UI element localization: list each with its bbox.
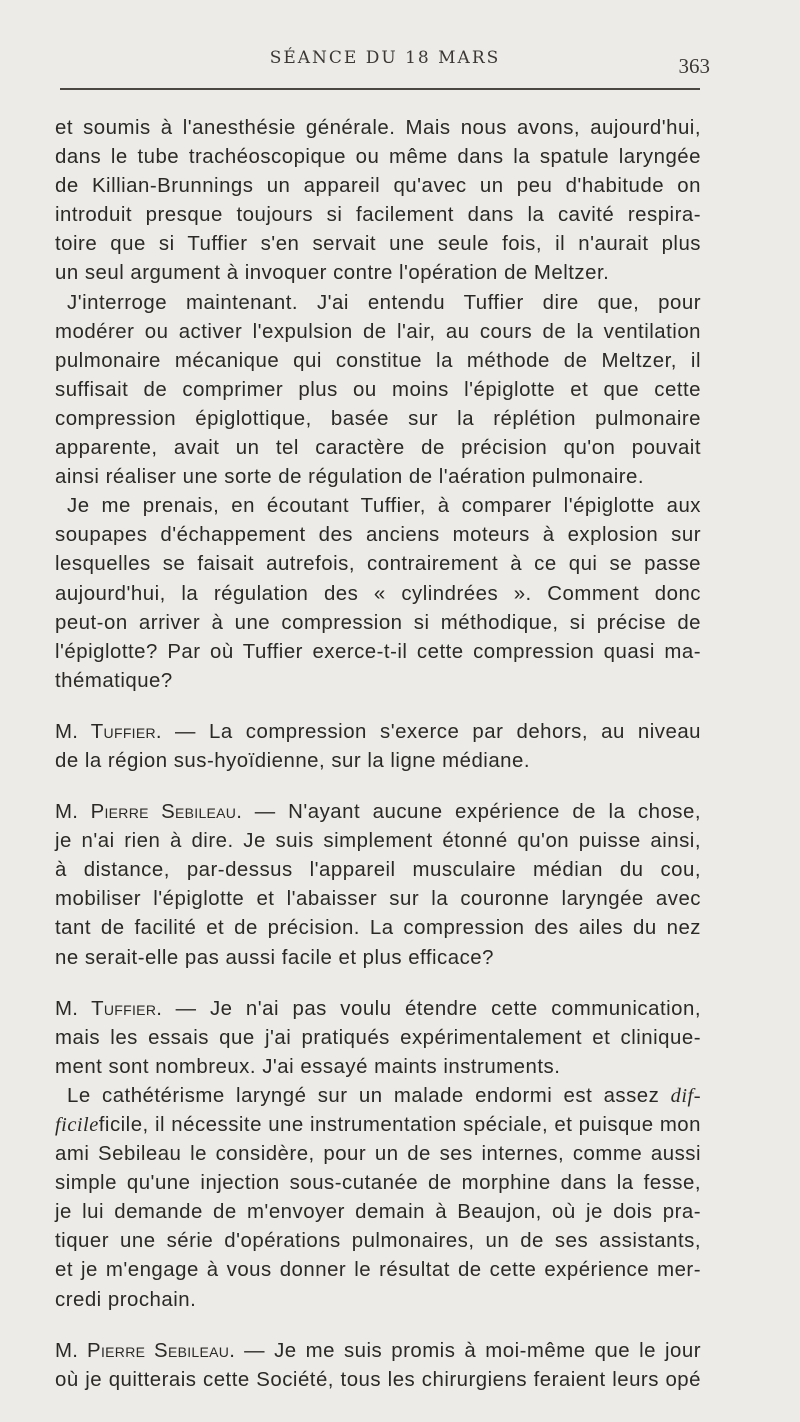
text-line: ne serait-elle pas aussi facile et plus efficace? — [55, 946, 494, 969]
text-line: de Killian-Brunnings un appareil qu'avec un peu d'habitude on — [55, 175, 701, 198]
speaker-name: M. Tuffier. — [55, 997, 163, 1020]
text-line: ainsi réaliser une sorte de régulation de l'aération pulmonaire. — [55, 466, 645, 489]
text-line: où je quitterais cette Société, tous les chirurgiens feraient leurs opé — [55, 1368, 701, 1391]
paragraph-7 — [55, 1082, 701, 1315]
text-line: à distance, par-dessus l'appareil musculaire médian du cou, — [55, 859, 701, 882]
text-line: tant de facilité et de précision. La compression des ailes du nez — [55, 917, 701, 940]
text-line: suffisait de comprimer plus ou moins l'épiglotte et que cette — [55, 378, 701, 401]
text-line: peut-on arriver à une compression si méthodique, si précise de — [55, 611, 701, 634]
speaker-name: M. Pierre Sebileau. — [55, 801, 243, 824]
text-line: credi prochain. — [55, 1288, 197, 1311]
speech-text: — Je n'ai pas voulu étendre cette communication, — [162, 997, 702, 1020]
text-line: compression épiglottique, basée sur la réplétion pulmonaire — [55, 407, 701, 430]
text-line: de la région sus-hyoïdienne, sur la ligne médiane. — [55, 749, 531, 772]
paragraph-5 — [55, 798, 701, 973]
paragraph-gap — [55, 696, 701, 718]
text-line: aujourd'hui, la régulation des « cylindrées ». Comment donc — [55, 582, 701, 605]
text-line: soupapes d'échappement des anciens moteurs à explosion sur — [55, 524, 701, 547]
running-head — [60, 48, 710, 78]
text-line: lesquelles se faisait autrefois, contrairement à ce qui se passe — [55, 553, 701, 576]
text-line: ami Sebileau le considère, pour un de ses internes, comme aussi — [55, 1143, 701, 1166]
text-line — [55, 1111, 701, 1140]
text-line: l'épiglotte? Par où Tuffier exerce-t-il cette compression quasi ma- — [55, 640, 701, 663]
paragraph-6 — [55, 995, 701, 1082]
text-line: mobiliser l'épiglotte et l'abaisser sur la couronne laryngée avec — [55, 888, 701, 911]
speaker-name: M. Tuffier. — [55, 720, 162, 743]
text-line — [55, 1337, 701, 1366]
text-line: J'interroge maintenant. J'ai entendu Tuffier dire que, pour — [67, 291, 701, 314]
text-line — [55, 1082, 701, 1111]
text-span: Le cathétérisme laryngé sur un malade endormi est assez — [67, 1084, 671, 1107]
text-span: ficile, il nécessite une instrumentation spéciale, et puisque mon — [98, 1114, 701, 1136]
text-line: Je me prenais, en écoutant Tuffier, à comparer l'épiglotte aux — [67, 495, 701, 518]
text-line — [55, 718, 701, 747]
text-line: et je m'engage à vous donner le résultat de cette expérience mer- — [55, 1259, 701, 1282]
paragraph-gap — [55, 1315, 701, 1337]
text-line: je n'ai rien à dire. Je suis simplement étonné qu'on puisse ainsi, — [55, 830, 701, 853]
paragraph-gap — [55, 973, 701, 995]
text-line: toire que si Tuffier s'en servait une seule fois, il n'aurait plus — [55, 233, 701, 256]
text-line: tiquer une série d'opérations pulmonaires, un de ses assistants, — [55, 1230, 701, 1253]
paragraph-gap — [55, 776, 701, 798]
italic-text: dif- — [670, 1084, 701, 1107]
paragraph-2 — [55, 289, 701, 493]
speech-text: — La compression s'exerce par dehors, au niveau — [161, 720, 701, 743]
paragraph-1 — [55, 114, 701, 289]
text-line: un seul argument à invoquer contre l'opération de Meltzer. — [55, 262, 610, 285]
paragraph-3 — [55, 492, 701, 696]
running-title: SÉANCE DU 18 MARS — [269, 48, 501, 68]
paragraph-8 — [55, 1337, 701, 1395]
speech-text: — N'ayant aucune expérience de la chose, — [242, 801, 701, 824]
text-line: mais les essais que j'ai pratiqués expérimentalement et clinique- — [55, 1026, 701, 1049]
speaker-name: M. Pierre Sebileau. — [55, 1339, 236, 1362]
text-line: apparente, avait un tel caractère de précision qu'on pouvait — [55, 437, 701, 460]
text-line: thématique? — [55, 669, 173, 692]
header-rule — [60, 88, 700, 90]
speech-text: — Je me suis promis à moi-même que le jour — [235, 1339, 701, 1362]
page-number: 363 — [678, 54, 710, 78]
body-text — [55, 114, 701, 1395]
text-line: je lui demande de m'envoyer demain à Beaujon, où je dois pra- — [55, 1201, 701, 1224]
text-line — [55, 798, 701, 827]
text-line: modérer ou activer l'expulsion de l'air, au cours de la ventilation — [55, 320, 701, 343]
text-line: pulmonaire mécanique qui constitue la méthode de Meltzer, il — [55, 349, 701, 372]
text-line — [55, 995, 701, 1024]
text-line: simple qu'une injection sous-cutanée de morphine dans la fesse, — [55, 1172, 701, 1195]
text-line: et soumis à l'anesthésie générale. Mais nous avons, aujourd'hui, — [55, 117, 701, 139]
italic-text: ficile — [55, 1114, 99, 1136]
paragraph-4 — [55, 718, 701, 776]
text-line: dans le tube trachéoscopique ou même dans la spatule laryngée — [55, 146, 701, 169]
text-line: ment sont nombreux. J'ai essayé maints instruments. — [55, 1055, 561, 1078]
text-line: introduit presque toujours si facilement dans la cavité respira- — [55, 204, 701, 227]
